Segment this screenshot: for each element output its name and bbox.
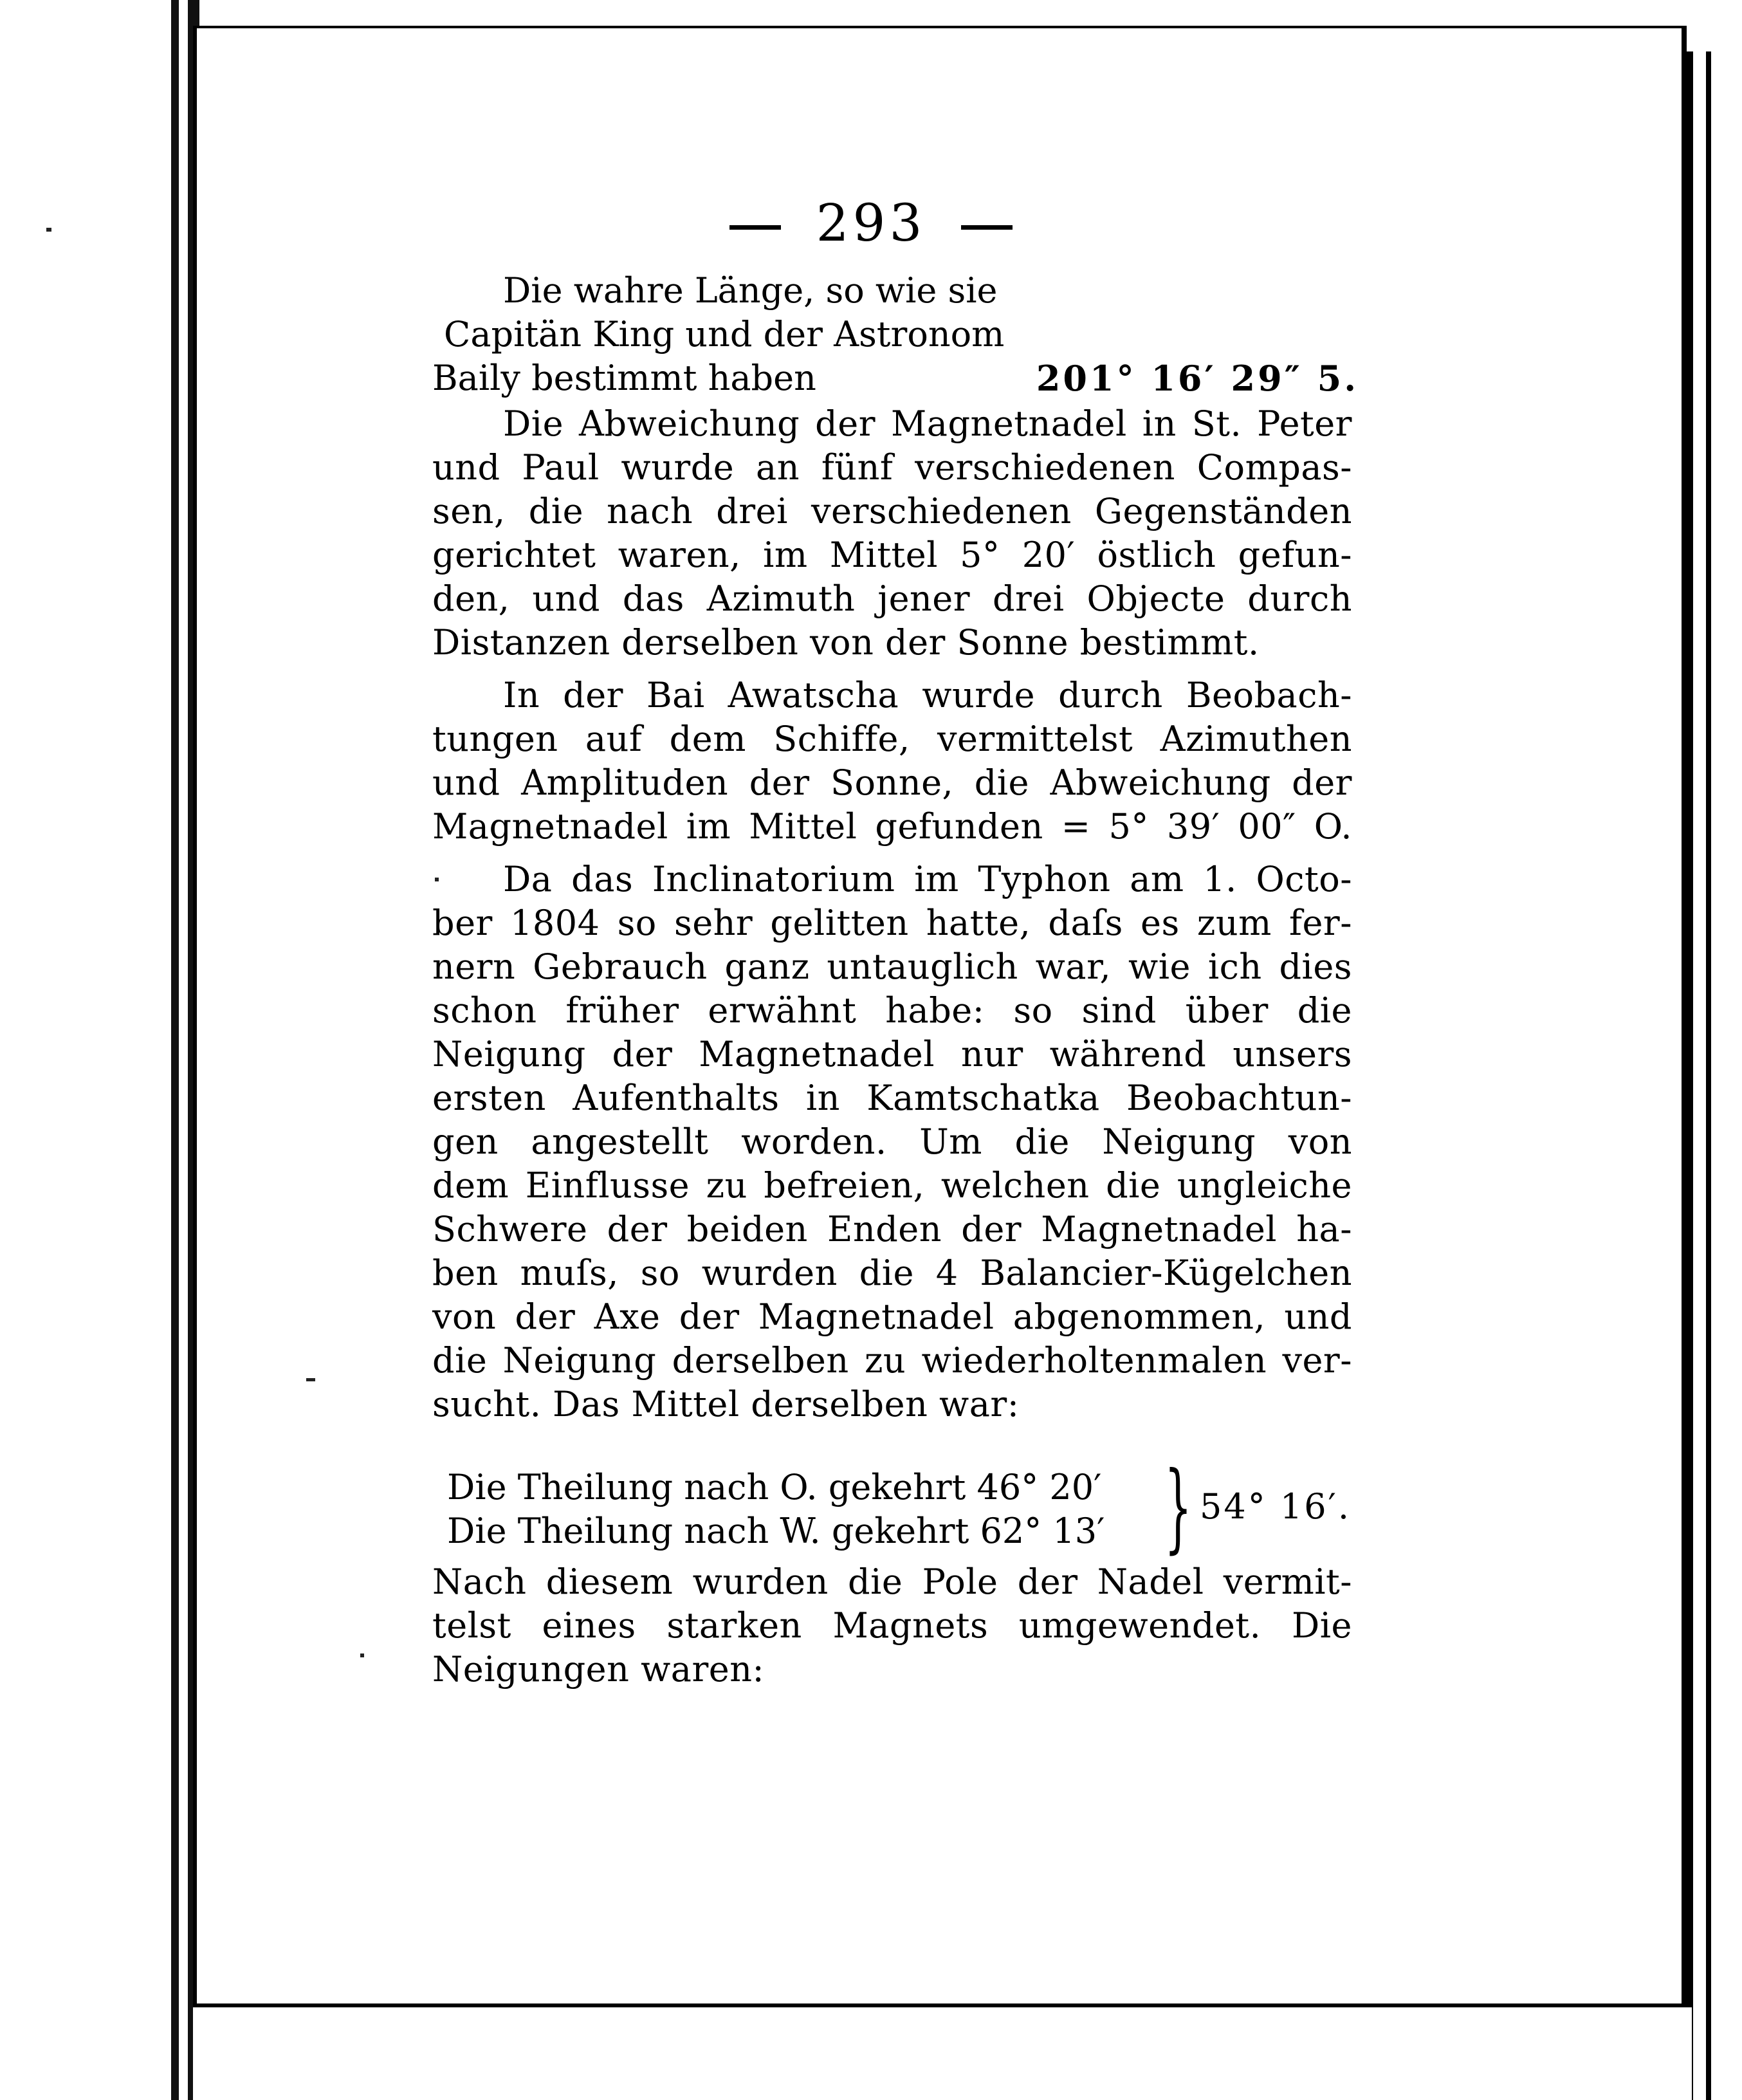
curly-brace: } (1164, 1451, 1192, 1563)
text-line: Neigungen waren: (432, 1649, 765, 1690)
text-line: dem Einflusse zu befreien, welchen die ungleiche (432, 1165, 1352, 1206)
text-line: nern Gebrauch ganz untauglich war, wie ich dies (432, 946, 1352, 987)
scan-speck (306, 1378, 315, 1381)
text-line: die Neigung derselben zu wiederholtenmalen ver- (432, 1340, 1352, 1381)
paragraph-1 (432, 401, 1352, 664)
intro-block (432, 270, 1359, 401)
text-line: Nach diesem wurden die Pole der Nadel vermit- (432, 1561, 1352, 1602)
text-line: gerichtet waren, im Mittel 5° 20′ östlich gefun- (432, 535, 1352, 575)
text-line: tungen auf dem Schiffe, vermittelst Azimuthen (432, 719, 1352, 759)
text-line: Magnetnadel im Mittel gefunden = 5° 39′ 00″ O. (432, 806, 1352, 847)
page-edge-bottom (193, 2007, 1692, 2100)
intro-line (432, 358, 1359, 401)
text-line: ben muſs, so wurden die 4 Balancier-Kügelchen (432, 1253, 1352, 1293)
text-line: von der Axe der Magnetnadel abgenommen, und (432, 1296, 1352, 1337)
intro-line (432, 314, 1359, 358)
scan-speck (360, 1653, 364, 1657)
text-line: Da das Inclinatorium im Typhon am 1. Octo- (503, 859, 1352, 899)
paragraph-4 (432, 1560, 1352, 1691)
paragraph-3 (432, 857, 1352, 1426)
paragraph-2 (432, 673, 1352, 848)
inclination-east: Die Theilung nach O. gekehrt 46° 20′ (447, 1467, 1102, 1507)
text-line: Neigung der Magnetnadel nur während unsers (432, 1034, 1352, 1074)
text-line: ber 1804 so sehr gelitten hatte, daſs es zum fer- (432, 903, 1352, 943)
text-line: sucht. Das Mittel derselben war: (432, 1384, 1020, 1424)
text-line: ersten Aufenthalts in Kamtschatka Beobachtun- (432, 1078, 1352, 1118)
inclination-bracket (447, 1451, 1361, 1563)
text-line: Schwere der beiden Enden der Magnetnadel ha- (432, 1209, 1352, 1249)
page-number: 293 (816, 193, 926, 253)
page-header (0, 193, 1742, 253)
text-line: telst eines starken Magnets umgewendet. Die (432, 1605, 1352, 1646)
text-line: und Amplituden der Sonne, die Abweichung der (432, 762, 1352, 803)
header-dash-left (729, 225, 781, 230)
longitude-value: 201° 16′ 29″ 5. (1036, 358, 1359, 399)
text-line: Distanzen derselben von der Sonne bestimmt. (432, 622, 1260, 663)
intro-line (432, 270, 1359, 314)
text-line: schon früher erwähnt habe: so sind über die (432, 990, 1352, 1031)
text-line: den, und das Azimuth jener drei Objecte durch (432, 578, 1352, 619)
text-line: In der Bai Awatscha wurde durch Beobach- (503, 675, 1352, 715)
intro-line-text: Die wahre Länge, so wie sie (503, 270, 998, 311)
intro-line-text: Baily bestimmt haben (432, 358, 816, 398)
facing-page-edge (0, 0, 174, 2100)
page-edge-right (1687, 51, 1732, 2100)
inclination-mean: 54° 16′. (1200, 1486, 1352, 1527)
inclination-west: Die Theilung nach W. gekehrt 62° 13′ (447, 1511, 1105, 1551)
text-line: Die Abweichung der Magnetnadel in St. Peter (503, 403, 1352, 444)
header-dash-right (961, 225, 1013, 230)
intro-line-text: Capitän King und der Astronom (444, 314, 1005, 355)
text-line: und Paul wurde an fünf verschiedenen Compas- (432, 447, 1352, 488)
text-line: gen angestellt worden. Um die Neigung von (432, 1121, 1352, 1162)
text-line: sen, die nach drei verschiedenen Gegenständen (432, 491, 1352, 531)
